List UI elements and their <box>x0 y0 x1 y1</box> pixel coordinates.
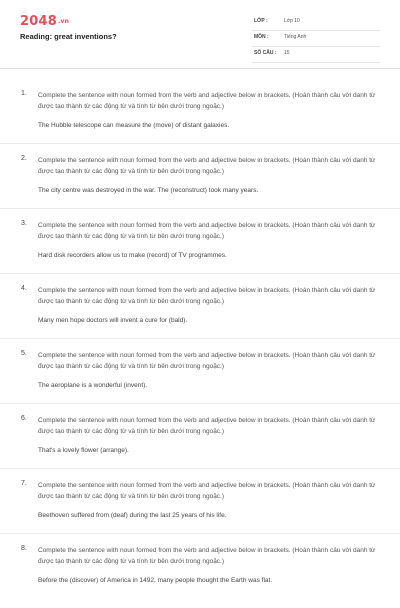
worksheet-header <box>0 0 400 58</box>
worksheet-meta <box>252 15 380 63</box>
meta-value: 15 <box>284 50 290 56</box>
question-item <box>0 543 400 608</box>
question-sentence: Many men hope doctors will invent a cure for (bald). <box>38 317 188 324</box>
meta-row-count <box>252 47 380 63</box>
question-number: 2. <box>21 155 27 162</box>
question-number: 4. <box>21 285 27 292</box>
question-divider <box>0 403 400 404</box>
question-list <box>0 88 400 608</box>
question-instruction: Complete the sentence with noun formed from the verb and adjective below in brackets. (Hoàn thành câu với danh từ được tạo thành từ các động từ và tính từ bên dưới trong ngoặc.) <box>38 222 376 240</box>
question-sentence: The city centre was destroyed in the war. The (reconstruct) took many years. <box>38 187 259 194</box>
question-item <box>0 153 400 218</box>
question-divider <box>0 208 400 209</box>
question-divider <box>0 338 400 339</box>
question-item <box>0 478 400 543</box>
question-item <box>0 283 400 348</box>
question-divider <box>0 533 400 534</box>
question-instruction: Complete the sentence with noun formed from the verb and adjective below in brackets. (Hoàn thành câu với danh từ được tạo thành từ các động từ và tính từ bên dưới trong ngoặc.) <box>38 417 376 435</box>
question-instruction: Complete the sentence with noun formed from the verb and adjective below in brackets. (Hoàn thành câu với danh từ được tạo thành từ các động từ và tính từ bên dưới trong ngoặc.) <box>38 157 376 175</box>
question-sentence: The aeroplane is a wonderful (invent). <box>38 382 148 389</box>
question-item <box>0 88 400 153</box>
question-instruction: Complete the sentence with noun formed from the verb and adjective below in brackets. (Hoàn thành câu với danh từ được tạo thành từ các động từ và tính từ bên dưới trong ngoặc.) <box>38 482 376 500</box>
question-instruction: Complete the sentence with noun formed from the verb and adjective below in brackets. (Hoàn thành câu với danh từ được tạo thành từ các động từ và tính từ bên dưới trong ngoặc.) <box>38 92 376 110</box>
question-number: 8. <box>21 545 27 552</box>
meta-row-subject <box>252 31 380 47</box>
question-sentence: That's a lovely flower (arrange). <box>38 447 129 454</box>
question-divider <box>0 468 400 469</box>
question-item <box>0 348 400 413</box>
site-logo[interactable] <box>20 15 69 28</box>
meta-row-class <box>252 15 380 31</box>
meta-label: LỚP : <box>254 18 268 24</box>
meta-value: Lớp 10 <box>284 18 300 24</box>
question-instruction: Complete the sentence with noun formed from the verb and adjective below in brackets. (Hoàn thành câu với danh từ được tạo thành từ các động từ và tính từ bên dưới trong ngoặc.) <box>38 287 376 305</box>
question-item <box>0 413 400 478</box>
question-sentence: Before the (discover) of America in 1492, many people thought the Earth was flat. <box>38 577 273 584</box>
question-sentence: Beethoven suffered from (deaf) during the last 25 years of his life. <box>38 512 227 519</box>
question-instruction: Complete the sentence with noun formed from the verb and adjective below in brackets. (Hoàn thành câu với danh từ được tạo thành từ các động từ và tính từ bên dưới trong ngoặc.) <box>38 352 376 370</box>
page-title: Reading: great inventions? <box>20 32 117 41</box>
question-number: 5. <box>21 350 27 357</box>
question-sentence: Hard disk recorders allow us to make (record) of TV programmes. <box>38 252 227 259</box>
logo-suffix: .vn <box>57 18 70 25</box>
question-number: 6. <box>21 415 27 422</box>
question-number: 3. <box>21 220 27 227</box>
meta-value: Tiếng Anh <box>284 34 307 40</box>
meta-label: MÔN : <box>254 34 269 40</box>
question-instruction: Complete the sentence with noun formed from the verb and adjective below in brackets. (Hoàn thành câu với danh từ được tạo thành từ các động từ và tính từ bên dưới trong ngoặc.) <box>38 547 376 565</box>
question-divider <box>0 143 400 144</box>
question-number: 7. <box>21 480 27 487</box>
meta-label: SỐ CÂU : <box>254 50 277 56</box>
logo-text: 2048 <box>20 14 57 29</box>
question-sentence: The Hubble telescope can measure the (move) of distant galaxies. <box>38 122 230 129</box>
header-divider <box>0 68 400 69</box>
question-number: 1. <box>21 90 27 97</box>
question-divider <box>0 273 400 274</box>
question-item <box>0 218 400 283</box>
